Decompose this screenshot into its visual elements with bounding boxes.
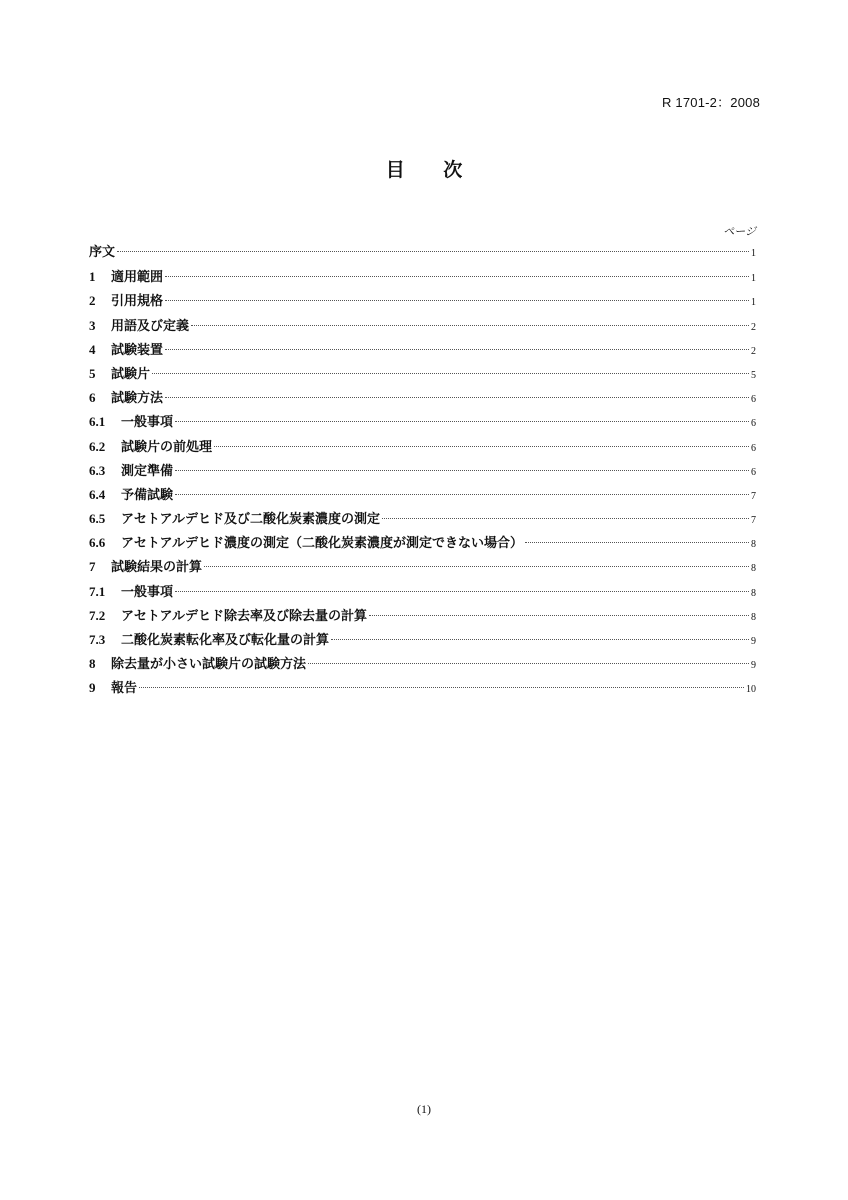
toc-entry-label: 報告 <box>111 681 138 697</box>
toc-entry-label: 適用範囲 <box>111 270 164 286</box>
toc-entry-page: 8 <box>751 563 756 575</box>
toc-entry-page: 9 <box>751 636 756 647</box>
toc-entry[interactable] <box>89 241 756 265</box>
toc-entry-page: 2 <box>751 345 756 357</box>
toc-entry-label: 試験片の前処理 <box>121 439 213 455</box>
toc-entry-label: 引用規格 <box>111 294 164 310</box>
toc-entry-label: アセトアルデヒド及び二酸化炭素濃度の測定 <box>121 512 380 528</box>
toc-entry-number: 6.1 <box>89 414 106 430</box>
toc-entry-label: 試験装置 <box>111 342 164 358</box>
toc-entry-page: 6 <box>751 466 756 478</box>
toc-entry-number: 6 <box>89 390 96 406</box>
toc-entry-number: 6.2 <box>89 438 106 454</box>
dot-leader <box>175 470 749 471</box>
toc-entry[interactable] <box>89 362 756 386</box>
dot-leader <box>204 566 749 567</box>
dot-leader <box>214 446 749 447</box>
toc-entry-label: アセトアルデヒド濃度の測定（二酸化炭素濃度が測定できない場合） <box>121 536 523 552</box>
toc-entry-number: 7.3 <box>89 632 106 647</box>
toc-entry[interactable] <box>89 604 756 628</box>
standard-number: R 1701-2：2008 <box>662 95 760 110</box>
toc-entry-page: 5 <box>751 369 756 381</box>
toc-entry-number: 7.2 <box>89 607 106 623</box>
toc-entry-number: 9 <box>89 680 96 696</box>
dot-leader <box>165 276 749 277</box>
dot-leader <box>175 591 749 592</box>
toc-entry-label: 試験方法 <box>111 391 164 407</box>
toc-entry-number: 6.4 <box>89 486 106 502</box>
dot-leader <box>525 542 749 543</box>
toc-entry-page: 8 <box>751 539 756 551</box>
dot-leader <box>165 349 749 350</box>
table-of-contents <box>89 241 756 701</box>
toc-entry-number: 7.1 <box>89 583 106 599</box>
toc-entry-label: 二酸化炭素転化率及び転化量の計算 <box>121 633 330 648</box>
toc-entry[interactable] <box>89 459 756 483</box>
toc-entry[interactable] <box>89 580 756 604</box>
toc-entry-number: 6.5 <box>89 511 106 527</box>
toc-entry[interactable] <box>89 652 756 676</box>
toc-entry-page: 2 <box>751 321 756 333</box>
toc-entry[interactable] <box>89 386 756 410</box>
toc-entry-page: 7 <box>751 515 756 527</box>
toc-entry-label: 測定準備 <box>121 463 174 479</box>
dot-leader <box>382 518 749 519</box>
dot-leader <box>369 615 749 616</box>
toc-entry-page: 6 <box>751 418 756 430</box>
toc-entry[interactable] <box>89 628 756 652</box>
toc-entry-label: 一般事項 <box>121 584 174 600</box>
toc-entry-number: 6.6 <box>89 535 106 551</box>
dot-leader <box>152 373 749 374</box>
toc-entry-page: 1 <box>751 273 756 285</box>
toc-entry-label: 除去量が小さい試験片の試験方法 <box>111 657 307 673</box>
toc-entry-label: 一般事項 <box>121 415 174 431</box>
dot-leader <box>117 251 749 252</box>
toc-entry[interactable] <box>89 289 756 313</box>
toc-entry-page: 7 <box>751 490 756 502</box>
dot-leader <box>308 663 749 664</box>
toc-entry[interactable] <box>89 676 756 700</box>
toc-entry[interactable] <box>89 507 756 531</box>
toc-entry-label: アセトアルデヒド除去率及び除去量の計算 <box>121 608 367 624</box>
toc-entry-number: 6.3 <box>89 462 106 478</box>
toc-entry[interactable] <box>89 555 756 579</box>
toc-entry-number: 3 <box>89 317 96 333</box>
page-number: (1) <box>417 1102 431 1116</box>
toc-entry-label: 試験結果の計算 <box>111 560 203 576</box>
toc-entry-label: 用語及び定義 <box>111 318 190 334</box>
toc-entry-label: 予備試験 <box>121 487 174 503</box>
toc-entry-number: 7 <box>89 559 96 575</box>
toc-entry[interactable] <box>89 338 756 362</box>
toc-entry-number: 1 <box>89 269 96 285</box>
dot-leader <box>331 639 749 640</box>
dot-leader <box>191 325 749 326</box>
toc-entry-page: 8 <box>751 611 756 623</box>
dot-leader <box>165 300 749 301</box>
toc-entry-page: 6 <box>751 394 756 406</box>
toc-entry-number: 2 <box>89 293 96 309</box>
toc-entry-page: 1 <box>751 297 756 309</box>
page-column-label: ページ <box>723 225 756 238</box>
toc-entry-page: 8 <box>751 587 756 599</box>
toc-entry-label: 序文 <box>89 245 116 260</box>
toc-entry[interactable] <box>89 314 756 338</box>
toc-entry-page: 6 <box>751 442 756 454</box>
page-title: 目 次 <box>385 159 479 181</box>
dot-leader <box>165 397 749 398</box>
toc-entry[interactable] <box>89 410 756 434</box>
toc-entry-number: 5 <box>89 365 96 381</box>
dot-leader <box>139 687 744 688</box>
toc-entry[interactable] <box>89 435 756 459</box>
toc-entry-page: 9 <box>751 660 756 672</box>
dot-leader <box>175 421 749 422</box>
toc-entry[interactable] <box>89 531 756 555</box>
toc-entry-number: 4 <box>89 341 96 357</box>
dot-leader <box>175 494 749 495</box>
toc-entry-label: 試験片 <box>111 366 151 382</box>
toc-entry[interactable] <box>89 265 756 289</box>
toc-entry-number: 8 <box>89 656 96 672</box>
toc-entry[interactable] <box>89 483 756 507</box>
toc-entry-page: 1 <box>751 248 756 259</box>
toc-entry-page: 10 <box>746 684 756 696</box>
